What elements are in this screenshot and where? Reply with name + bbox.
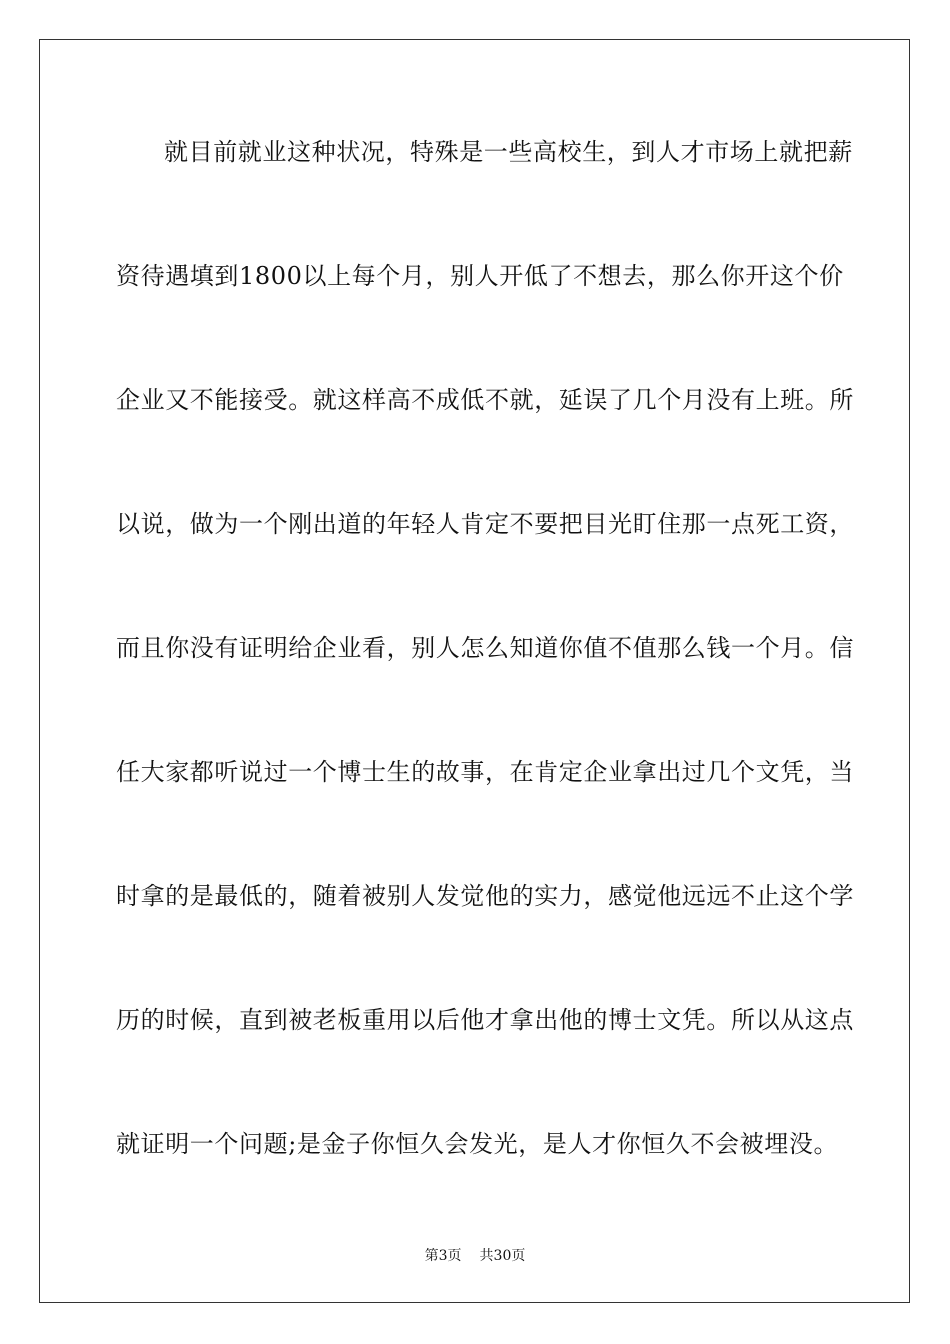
page-total: 共30页 bbox=[479, 1248, 526, 1264]
page-number: 第3页 bbox=[424, 1248, 462, 1264]
paragraph-line-3: 企业又不能接受。就这样高不成低不就，延误了几个月没有上班。所 bbox=[116, 386, 854, 414]
page-border bbox=[39, 39, 910, 1303]
paragraph-line-8: 历的时候，直到被老板重用以后他才拿出他的博士文凭。所以从这点 bbox=[116, 1006, 854, 1034]
paragraph-line-1: 就目前就业这种状况，特殊是一些高校生，到人才市场上就把薪 bbox=[164, 138, 853, 166]
paragraph-line-2: 资待遇填到1800以上每个月，别人开低了不想去，那么你开这个价 bbox=[116, 262, 844, 290]
page-footer bbox=[0, 1247, 950, 1265]
paragraph-line-5: 而且你没有证明给企业看，别人怎么知道你值不值那么钱一个月。信 bbox=[116, 634, 854, 662]
paragraph-line-9: 就证明一个问题;是金子你恒久会发光，是人才你恒久不会被埋没。 bbox=[116, 1130, 839, 1158]
paragraph-line-4: 以说，做为一个刚出道的年轻人肯定不要把目光盯住那一点死工资， bbox=[116, 510, 854, 538]
paragraph-line-7: 时拿的是最低的，随着被别人发觉他的实力，感觉他远远不止这个学 bbox=[116, 882, 854, 910]
paragraph-line-6: 任大家都听说过一个博士生的故事，在肯定企业拿出过几个文凭，当 bbox=[116, 758, 854, 786]
